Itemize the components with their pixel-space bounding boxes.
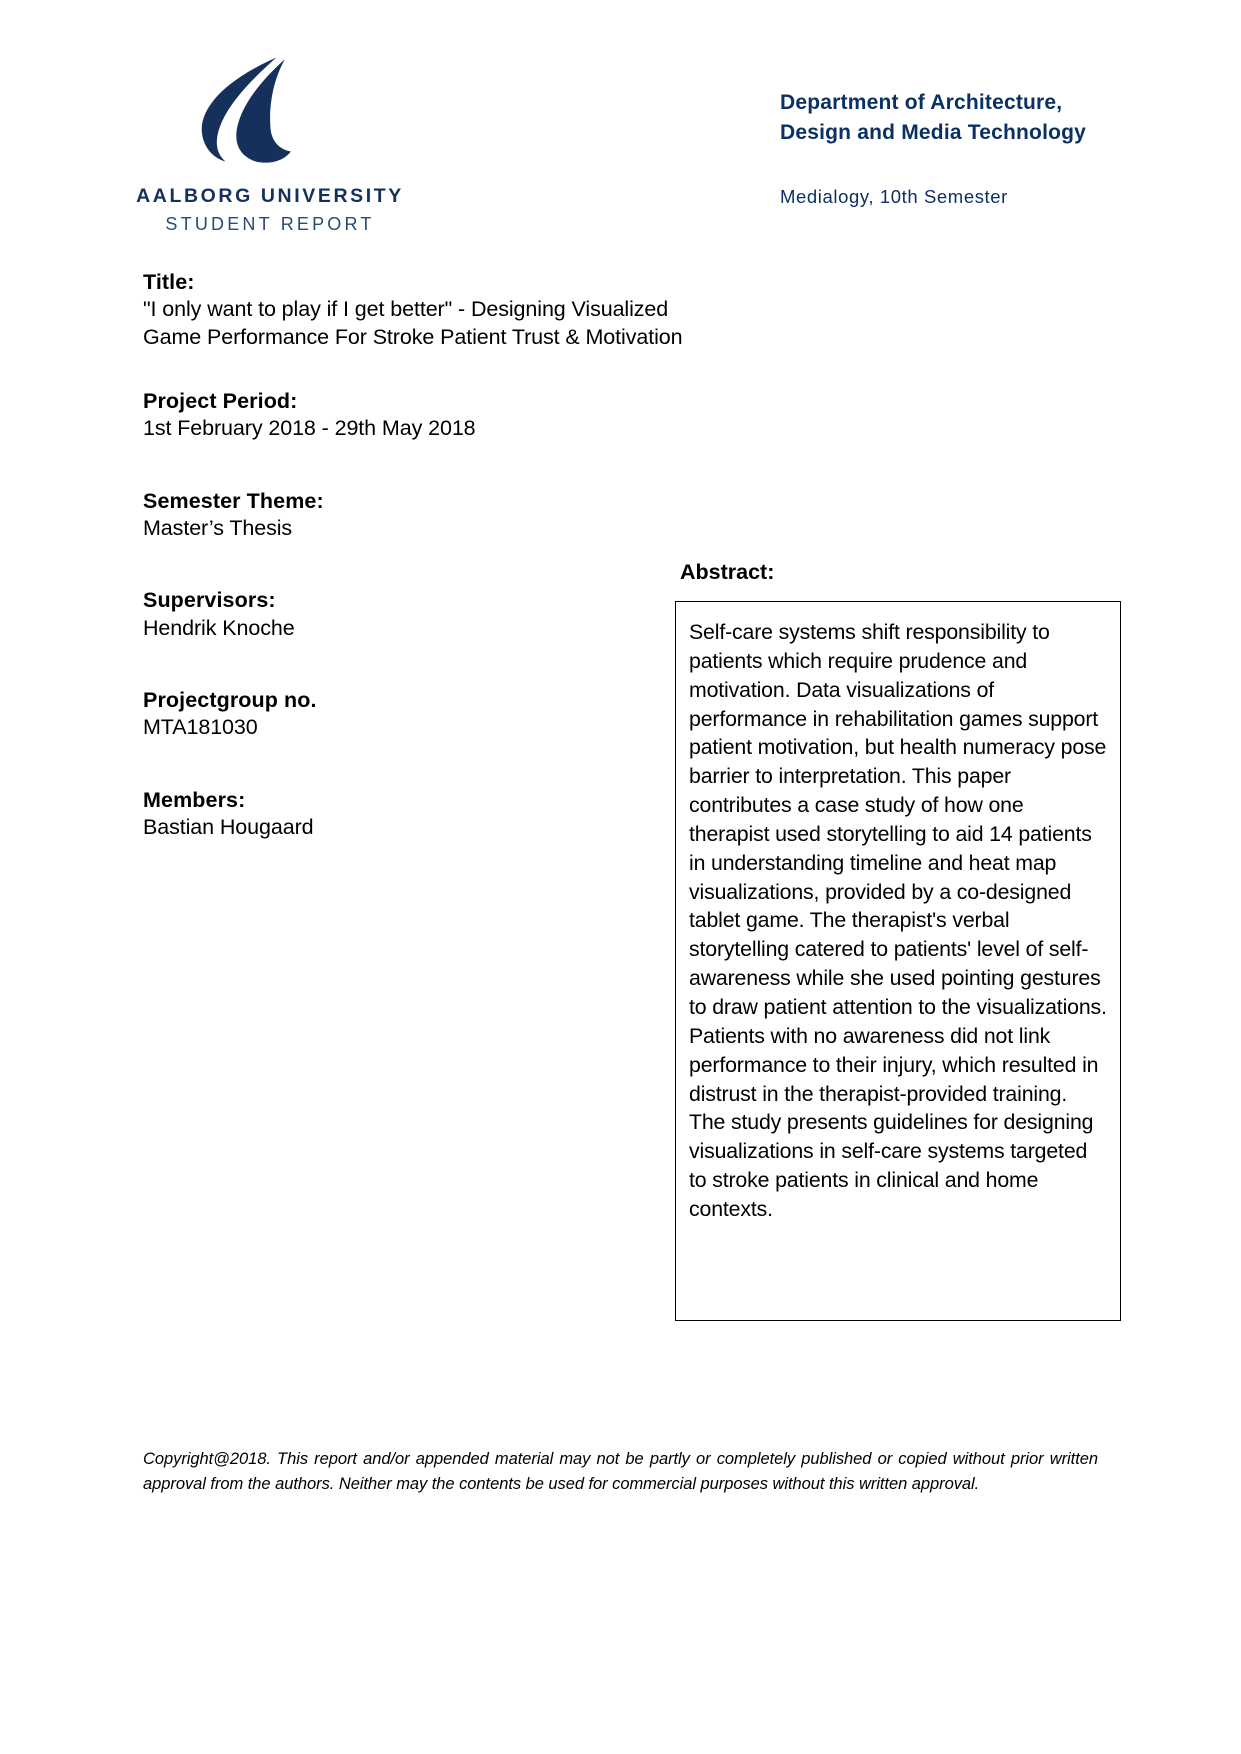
page-header xyxy=(0,0,1241,250)
project-period-value: 1st February 2018 - 29th May 2018 xyxy=(143,416,476,441)
abstract-box xyxy=(675,601,1121,1321)
members-value: Bastian Hougaard xyxy=(143,815,314,840)
abstract-heading: Abstract: xyxy=(680,560,775,584)
university-branding xyxy=(95,55,515,235)
title-value-line-2: Game Performance For Stroke Patient Trust & Motivation xyxy=(143,324,683,349)
aalborg-university-swoosh-logo-icon xyxy=(175,55,305,165)
field-title xyxy=(143,268,683,351)
university-name: AALBORG UNIVERSITY xyxy=(136,185,404,207)
projectgroup-value: MTA181030 xyxy=(143,715,258,740)
copyright-notice: Copyright@2018. This report and/or appended material may not be partly or completely published or copied without prior written approval from the authors. Neither may the contents be used for commercial purposes without this written approval. xyxy=(143,1450,1098,1493)
projectgroup-label: Projectgroup no. xyxy=(143,687,317,712)
abstract-section xyxy=(675,560,1130,1321)
report-type-label: STUDENT REPORT xyxy=(165,214,375,234)
semester-theme-label: Semester Theme: xyxy=(143,488,324,513)
field-project-period xyxy=(143,387,603,443)
semester-label: Medialogy, 10th Semester xyxy=(780,186,1008,207)
department-line-2: Design and Media Technology xyxy=(780,120,1087,144)
field-members xyxy=(143,786,603,842)
supervisors-value: Hendrik Knoche xyxy=(143,615,295,640)
abstract-body-text: Self-care systems shift responsibility to patients which require prudence and motivation. Data visualizations of performance in rehabilitation games support patient motivation, but health numeracy pose barrier to interpretation. This paper contributes a case study of how one therapist used storytelling to aid 14 patients in understanding timeline and heat map visualizations, provided by a co-designed tablet game. The therapist's verbal storytelling catered to patients' level of self-awareness while she used pointing gestures to draw patient attention to the visualizations. Patients with no awareness did not link performance to their injury, which resulted in distrust in the therapist-provided training. The study presents guidelines for designing visualizations in self-care systems targeted to stroke patients in clinical and home contexts. xyxy=(689,620,1107,1221)
department-line-1: Department of Architecture, xyxy=(780,91,1063,114)
semester-theme-value: Master’s Thesis xyxy=(143,516,293,541)
field-semester-theme xyxy=(143,487,603,543)
field-projectgroup xyxy=(143,686,603,742)
title-label: Title: xyxy=(143,270,195,294)
title-value-line-1: "I only want to play if I get better" - Designing Visualized xyxy=(143,297,669,322)
members-label: Members: xyxy=(143,787,246,812)
supervisors-label: Supervisors: xyxy=(143,588,276,613)
report-metadata xyxy=(143,268,683,869)
department-title xyxy=(780,88,1210,148)
field-supervisors xyxy=(143,586,603,642)
project-period-label: Project Period: xyxy=(143,388,298,413)
